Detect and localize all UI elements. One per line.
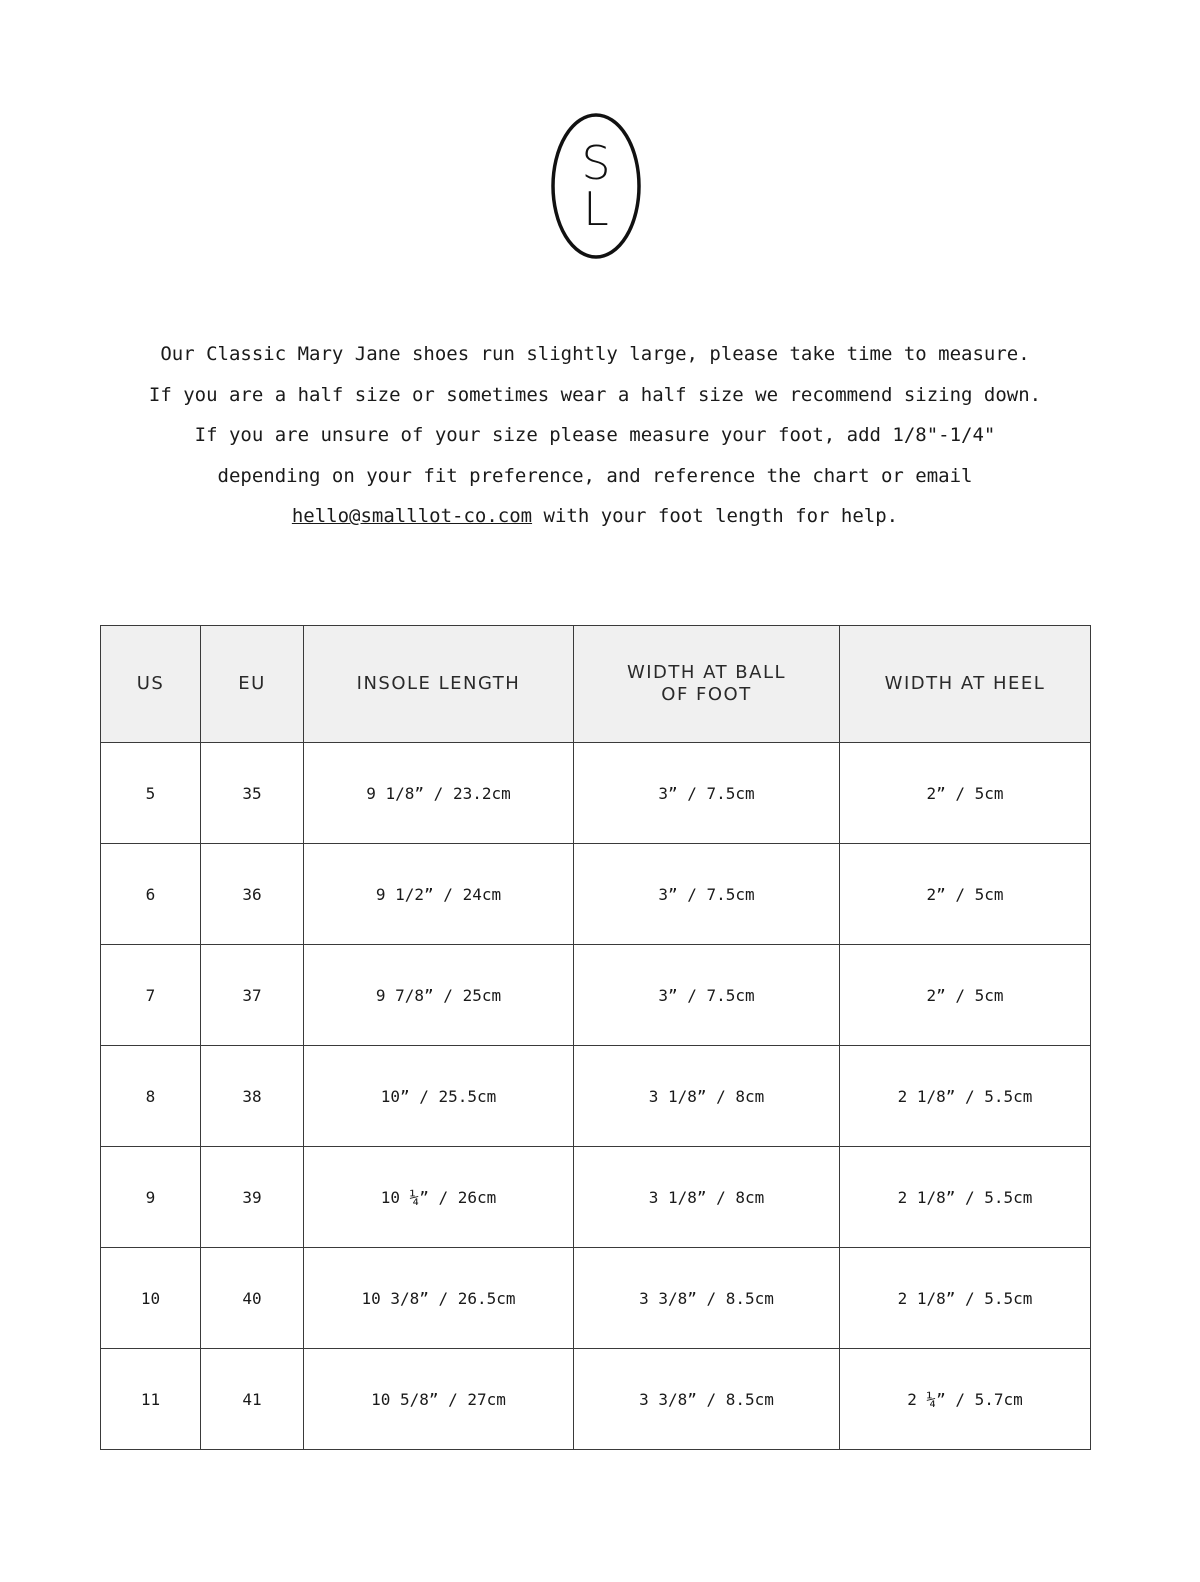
logo-monogram xyxy=(546,108,646,264)
cell-us: 8 xyxy=(101,1046,201,1147)
cell-eu: 39 xyxy=(201,1147,304,1248)
table-header-row xyxy=(101,626,1091,743)
cell-eu: 41 xyxy=(201,1349,304,1450)
header-width-heel: WIDTH AT HEEL xyxy=(840,626,1091,743)
cell-eu: 36 xyxy=(201,844,304,945)
cell-width-heel: 2” / 5cm xyxy=(840,743,1091,844)
intro-line: depending on your fit preference, and reference the chart or email xyxy=(217,464,973,487)
intro-line-rest: with your foot length for help. xyxy=(532,505,899,528)
cell-eu: 40 xyxy=(201,1248,304,1349)
table-row xyxy=(101,1147,1091,1248)
cell-us: 10 xyxy=(101,1248,201,1349)
cell-eu: 37 xyxy=(201,945,304,1046)
cell-insole-length: 9 7/8” / 25cm xyxy=(304,945,574,1046)
header-eu: EU xyxy=(201,626,304,743)
cell-width-ball: 3 1/8” / 8cm xyxy=(574,1046,840,1147)
header-us: US xyxy=(101,626,201,743)
cell-insole-length: 9 1/2” / 24cm xyxy=(304,844,574,945)
cell-width-heel: 2 ¼” / 5.7cm xyxy=(840,1349,1091,1450)
cell-width-ball: 3 3/8” / 8.5cm xyxy=(574,1248,840,1349)
logo-letter-l: L xyxy=(583,182,609,236)
sizing-intro xyxy=(100,334,1090,537)
cell-eu: 38 xyxy=(201,1046,304,1147)
table-row xyxy=(101,1248,1091,1349)
table-row xyxy=(101,743,1091,844)
size-chart-table xyxy=(100,625,1091,1450)
cell-us: 5 xyxy=(101,743,201,844)
table-row xyxy=(101,945,1091,1046)
cell-width-ball: 3” / 7.5cm xyxy=(574,844,840,945)
cell-eu: 35 xyxy=(201,743,304,844)
cell-insole-length: 10 3/8” / 26.5cm xyxy=(304,1248,574,1349)
cell-insole-length: 10” / 25.5cm xyxy=(304,1046,574,1147)
table-row xyxy=(101,844,1091,945)
cell-width-ball: 3 3/8” / 8.5cm xyxy=(574,1349,840,1450)
cell-width-ball: 3” / 7.5cm xyxy=(574,945,840,1046)
logo-letter-s: S xyxy=(581,136,611,190)
cell-width-heel: 2” / 5cm xyxy=(840,945,1091,1046)
table-row xyxy=(101,1349,1091,1450)
header-width-ball: WIDTH AT BALL OF FOOT xyxy=(574,626,840,743)
intro-line xyxy=(100,496,1090,537)
intro-line: Our Classic Mary Jane shoes run slightly large, please take time to measure. xyxy=(160,343,1030,365)
cell-us: 11 xyxy=(101,1349,201,1450)
cell-us: 6 xyxy=(101,844,201,945)
cell-width-ball: 3” / 7.5cm xyxy=(574,743,840,844)
cell-us: 7 xyxy=(101,945,201,1046)
cell-width-heel: 2 1/8” / 5.5cm xyxy=(840,1248,1091,1349)
cell-insole-length: 10 5/8” / 27cm xyxy=(304,1349,574,1450)
cell-width-heel: 2 1/8” / 5.5cm xyxy=(840,1147,1091,1248)
intro-line: If you are unsure of your size please measure your foot, add 1/8"-1/4" xyxy=(194,424,996,447)
brand-logo xyxy=(546,108,646,264)
cell-insole-length: 9 1/8” / 23.2cm xyxy=(304,743,574,844)
table-row xyxy=(101,1046,1091,1147)
intro-line: If you are a half size or sometimes wear a half size we recommend sizing down. xyxy=(148,383,1042,406)
cell-width-heel: 2 1/8” / 5.5cm xyxy=(840,1046,1091,1147)
header-insole-length: INSOLE LENGTH xyxy=(304,626,574,743)
email-link[interactable]: hello@smalllot-co.com xyxy=(291,505,533,528)
cell-width-ball: 3 1/8” / 8cm xyxy=(574,1147,840,1248)
cell-width-heel: 2” / 5cm xyxy=(840,844,1091,945)
cell-insole-length: 10 ¼” / 26cm xyxy=(304,1147,574,1248)
cell-us: 9 xyxy=(101,1147,201,1248)
